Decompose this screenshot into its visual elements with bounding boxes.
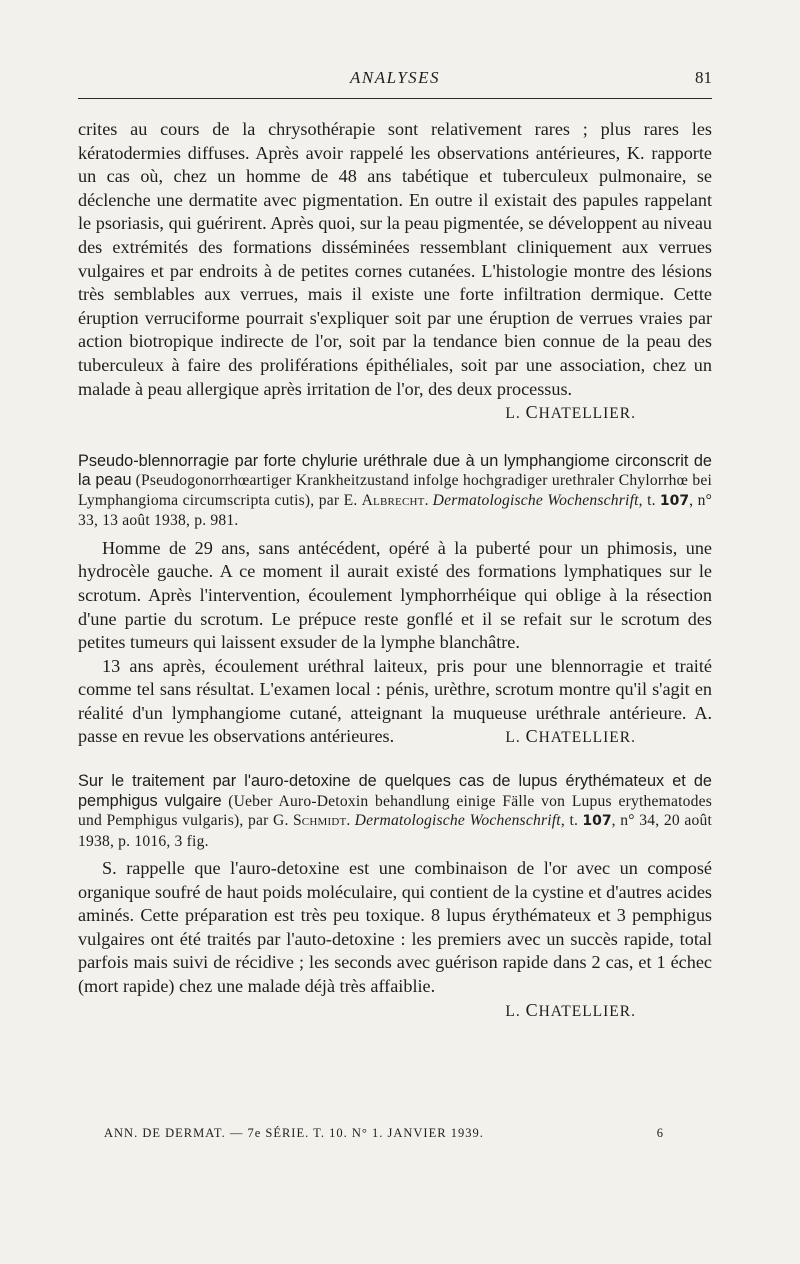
reference-citation-post: , n° 34, 20 août 1938, p. 1016, 3 fig. [78, 812, 713, 850]
signature-name-initial: C [525, 999, 539, 1020]
author-signature [78, 999, 712, 1024]
reference-author: Albrecht [361, 491, 425, 509]
journal-reference: ANN. DE DERMAT. — 7e SÉRIE. T. 10. N° 1. JANVIER 1939. [104, 1126, 484, 1140]
abstract-continued [78, 118, 712, 426]
abstract-heading: Sur le traitement par l'auro-detoxine de quelques cas de lupus érythémateux et de pemphigus vulgaire (Ueber Auro-Detoxin behandlung einige Fälle von Lupus erythematodes und Pemphigus vulgaris), par G. Schmidt. Dermatologische Wochenschrift, t. 107, n° 34, 20 août 1938, p. 1016, 3 fig. [78, 772, 713, 850]
abstract-paragraph: 13 ans après, écoulement uréthral laiteux, pris pour une blennorragie et traité comme tel sans résultat. L'examen local : pénis, urèthre, scrotum montre qu'il s'agit en réalité d'un lymphangiome cutané, atteignant la muqueuse uréthrale antérieure. A. passe en revue les observations antérieures. [78, 655, 712, 747]
signature-name-initial: C [525, 726, 539, 747]
signature-initial: L. [505, 405, 521, 423]
abstract-paragraph: crites au cours de la chrysothérapie sont relativement rares ; plus rares les kératodermies diffuses. Après avoir rappelé les observations antérieures, K. rapporte un cas où, chez un homme de 48 ans tabétique et tuberculeux pulmonaire, se déclenche une dermatite avec pigmentation. En outre il existait des papules rappelant le psoriasis, qui guérirent. Après quoi, sur la peau pigmentée, se développent au niveau des extrémités des formations disséminées ressemblant cliniquement aux verrues vulgaires et par endroits à de petites cornes cutanées. L'histologie montre des lésions très semblables aux verrues, mais il existe une forte infiltration dermique. Cette éruption verruciforme pourrait s'expliquer soit par une éruption de verrues vraies par action biotropique indirecte de l'or, soit par la tendance bien connue de la peau des tuberculeux à faire des proliférations épithéliales, soit par une association, chez un malade à peau allergique après irritation de l'or, des deux processus. [78, 119, 712, 399]
signature-name-initial: C [525, 402, 539, 423]
signature-initial: L. [505, 729, 521, 747]
reference-author: Schmidt [292, 812, 347, 830]
reference-journal: Dermatologische Wochenschrift [432, 491, 639, 509]
abstract-auro-detoxine [78, 772, 712, 1023]
signature-name-rest: HATELLIER. [538, 405, 636, 423]
abstract-heading: Pseudo-blennorragie par forte chylurie uréthrale due à un lymphangiome circonscrit de la peau (Pseudogonorrhœartiger Krankheitzustand infolge hochgradiger urethraler Chylorrhœ bei Lymphangioma circumscripta cutis), par E. Albrecht. Dermatologische Wochenschrift, t. 107, n° 33, 13 août 1938, p. 981. [78, 451, 713, 530]
reference-text: (Ueber Auro-Detoxin behandlung einige Fälle von Lupus erythematodes und Pemphigus vulgaris), par G. [78, 792, 712, 830]
reference-text: (Pseudogonorrhœartiger Krankheitzustand infolge hochgradiger urethraler Chylorrhœ bei Lymphangioma circumscripta cutis), par E. [78, 472, 712, 509]
signature-name-rest: HATELLIER. [538, 729, 636, 747]
reference-citation-pre: , t. [560, 812, 579, 830]
author-signature [78, 401, 712, 426]
reference-citation-post: , n° 33, 13 août 1938, p. 981. [78, 491, 713, 530]
signature-name-rest: HATELLIER. [538, 1002, 636, 1020]
reference-volume: 107 [659, 492, 690, 509]
reference-volume: 107 [582, 813, 612, 830]
abstract-title: Sur le traitement par l'auro-detoxine de quelques cas de lupus érythémateux et de pemphigus vulgaire [78, 772, 712, 810]
page-number: 81 [695, 68, 712, 87]
signature-mark: 6 [656, 1126, 664, 1140]
signature-initial: L. [505, 1002, 521, 1020]
abstract-pseudo-blennorragie [78, 452, 712, 750]
abstract-paragraph: S. rappelle que l'auro-detoxine est une combinaison de l'or avec un composé organique soufré de haut poids moléculaire, qui contient de la cystine et d'autres acides aminés. Cette préparation est très peu toxique. 8 lupus érythémateux et 3 pemphigus vulgaires ont été traités par l'auto-detoxine : les premiers avec un succès rapide, total parfois mais suivi de récidive ; les seconds avec guérison rapide dans 2 cas, et 1 échec (mort rapide) chez une malade déjà très affaiblie. [78, 858, 712, 997]
running-head [78, 68, 712, 99]
reference-citation-pre: , t. [638, 491, 656, 509]
reference-journal: Dermatologische Wochenschrift [354, 812, 561, 830]
abstract-paragraph: Homme de 29 ans, sans antécédent, opéré à la puberté pour un phimosis, une hydrocèle gauche. A ce moment il aurait existé des formations lymphatiques sur le scrotum. Après l'intervention, écoulement lymphorrhéique qui oblige à la résection d'une partie du scrotum. Le prépuce reste gonflé et il se refait sur le scrotum des petites tumeurs qui laissent exsuder de la lymphe blanchâtre. [78, 537, 712, 653]
article-body [78, 118, 712, 1023]
abstract-title: Pseudo-blennorragie par forte chylurie uréthrale due à un lymphangiome circonscrit de la peau [78, 451, 712, 490]
running-title: ANALYSES [349, 68, 441, 87]
